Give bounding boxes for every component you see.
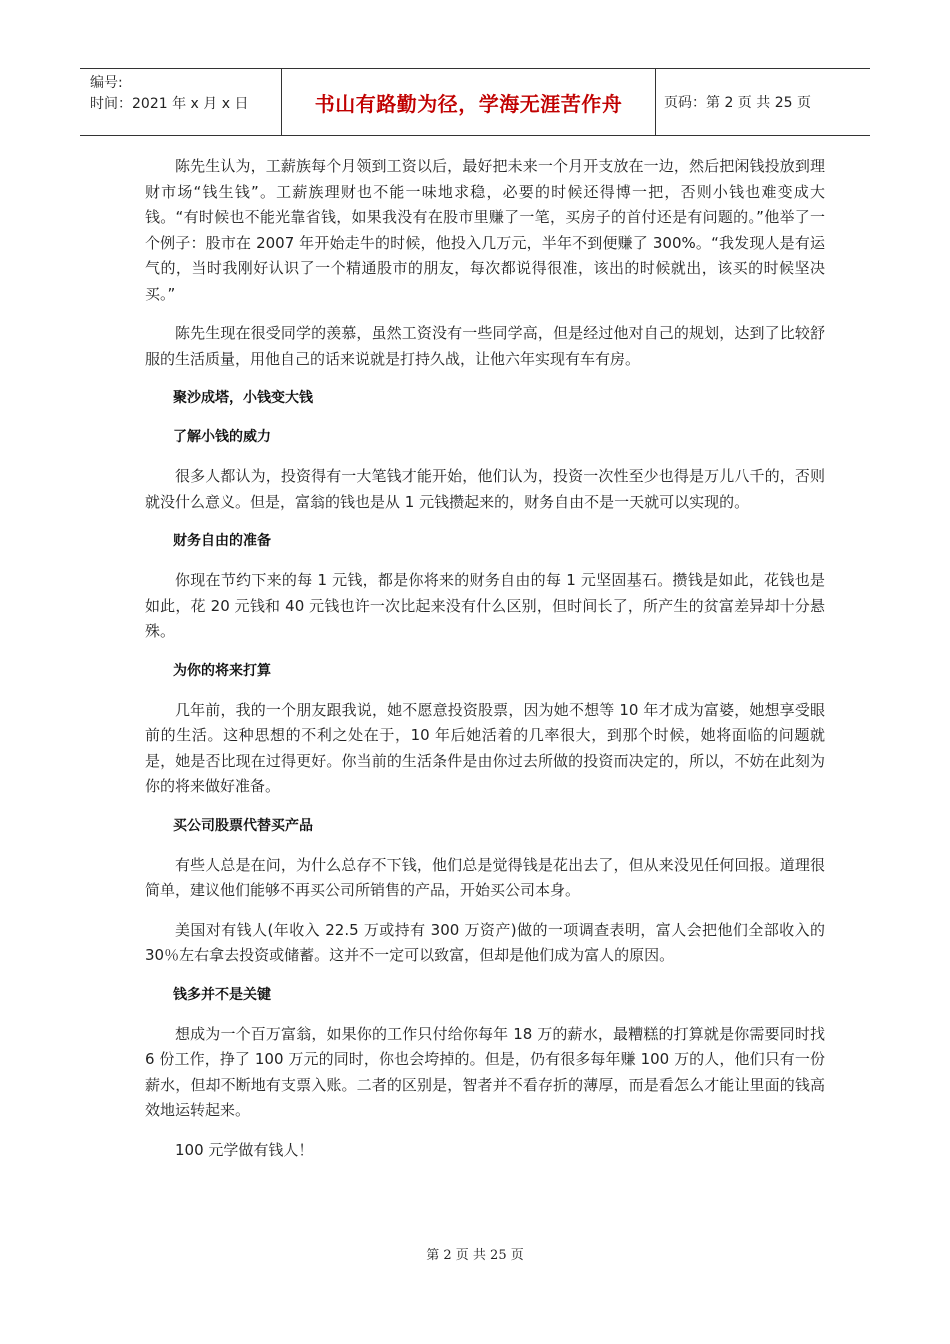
section-heading: 了解小钱的威力: [173, 429, 271, 445]
section-heading: 为你的将来打算: [173, 662, 271, 679]
page-footer: [0, 1244, 950, 1263]
header-page-cell: [656, 69, 870, 135]
body-paragraph: 陈先生现在很受同学的羡慕，虽然工资没有一些同学高，但是经过他对自己的规划，达到了比较舒服的生活质量，用他自己的话来说就是打持久战，让他六年实现有车有房。: [145, 324, 825, 368]
body-paragraph: 几年前，我的一个朋友跟我说，她不愿意投资股票，因为她不想等 10 年才成为富婆，她想享受眼前的生活。这种思想的不利之处在于，10 年后她活着的几率很大，到那个时候，她将面临的问题就是，她是否比现在过得更好。你当前的生活条件是由你过去所做的投资而决定的，所以，不妨在此刻为你的将来做好准备。: [145, 700, 825, 795]
body-paragraph: 100 元学做有钱人！: [175, 1140, 314, 1159]
document-header: [80, 68, 870, 136]
header-page-number: 页码：第 2 页 共 25 页: [664, 95, 811, 111]
body-paragraph: 想成为一个百万富翁，如果你的工作只付给你每年 18 万的薪水，最糟糕的打算就是你需要同时找 6 份工作，挣了 100 万元的同时，你也会垮掉的。但是，仍有很多每年赚 100 万的人，他们只有一份薪水，但却不断地有支票入账。二者的区别是，智者并不看存折的薄厚，而是看怎么才能让里面的钱高效地运转起来。: [145, 1024, 825, 1119]
body-paragraph: 很多人都认为，投资得有一大笔钱才能开始，他们认为，投资一次性至少也得是万儿八千的，否则就没什么意义。但是，富翁的钱也是从 1 元钱攒起来的，财务自由不是一天就可以实现的。: [145, 467, 825, 511]
document-date-label: 时间：2021 年 x 月 x 日: [90, 96, 249, 112]
header-motto: 书山有路勤为径，学海无涯苦作舟: [314, 91, 623, 116]
section-heading: 财务自由的准备: [173, 533, 271, 549]
section-heading: 买公司股票代替买产品: [173, 817, 313, 834]
section-heading: 钱多并不是关键: [173, 986, 271, 1003]
body-paragraph: 你现在节约下来的每 1 元钱，都是你将来的财务自由的每 1 元坚固基石。攒钱是如此，花钱也是如此，花 20 元钱和 40 元钱也许一次比起来没有什么区别，但时间长了，所产生的贫富差异却十分悬殊。: [145, 571, 825, 640]
body-paragraph: 陈先生认为，工薪族每个月领到工资以后，最好把未来一个月开支放在一边，然后把闲钱投放到理财市场“钱生钱”。工薪族理财也不能一味地求稳，必要的时候还得博一把，否则小钱也难变成大钱。“有时候也不能光靠省钱，如果我没有在股市里赚了一笔，买房子的首付还是有问题的。”他举了一个例子：股市在 2007 年开始走牛的时候，他投入几万元，半年不到便赚了 300%。“我发现人是有运气的，当时我刚好认识了一个精通股市的朋友，每次都说得很准，该出的时候就出，该买的时候坚决买。”: [145, 157, 825, 303]
footer-page-number: 第 2 页 共 25 页: [426, 1248, 524, 1263]
body-paragraph: 有些人总是在问，为什么总存不下钱，他们总是觉得钱是花出去了，但从来没见任何回报。道理很简单，建议他们能够不再买公司所销售的产品，开始买公司本身。: [145, 855, 825, 899]
document-number-label: 编号:: [90, 75, 123, 91]
header-meta-cell: [80, 69, 282, 135]
document-body: [145, 154, 825, 1177]
body-paragraph: 美国对有钱人(年收入 22.5 万或持有 300 万资产)做的一项调查表明，富人会把他们全部收入的 30％左右拿去投资或储蓄。这并不一定可以致富，但却是他们成为富人的原因。: [145, 920, 825, 964]
section-heading: 聚沙成塔，小钱变大钱: [173, 390, 313, 406]
header-motto-cell: [282, 69, 656, 135]
